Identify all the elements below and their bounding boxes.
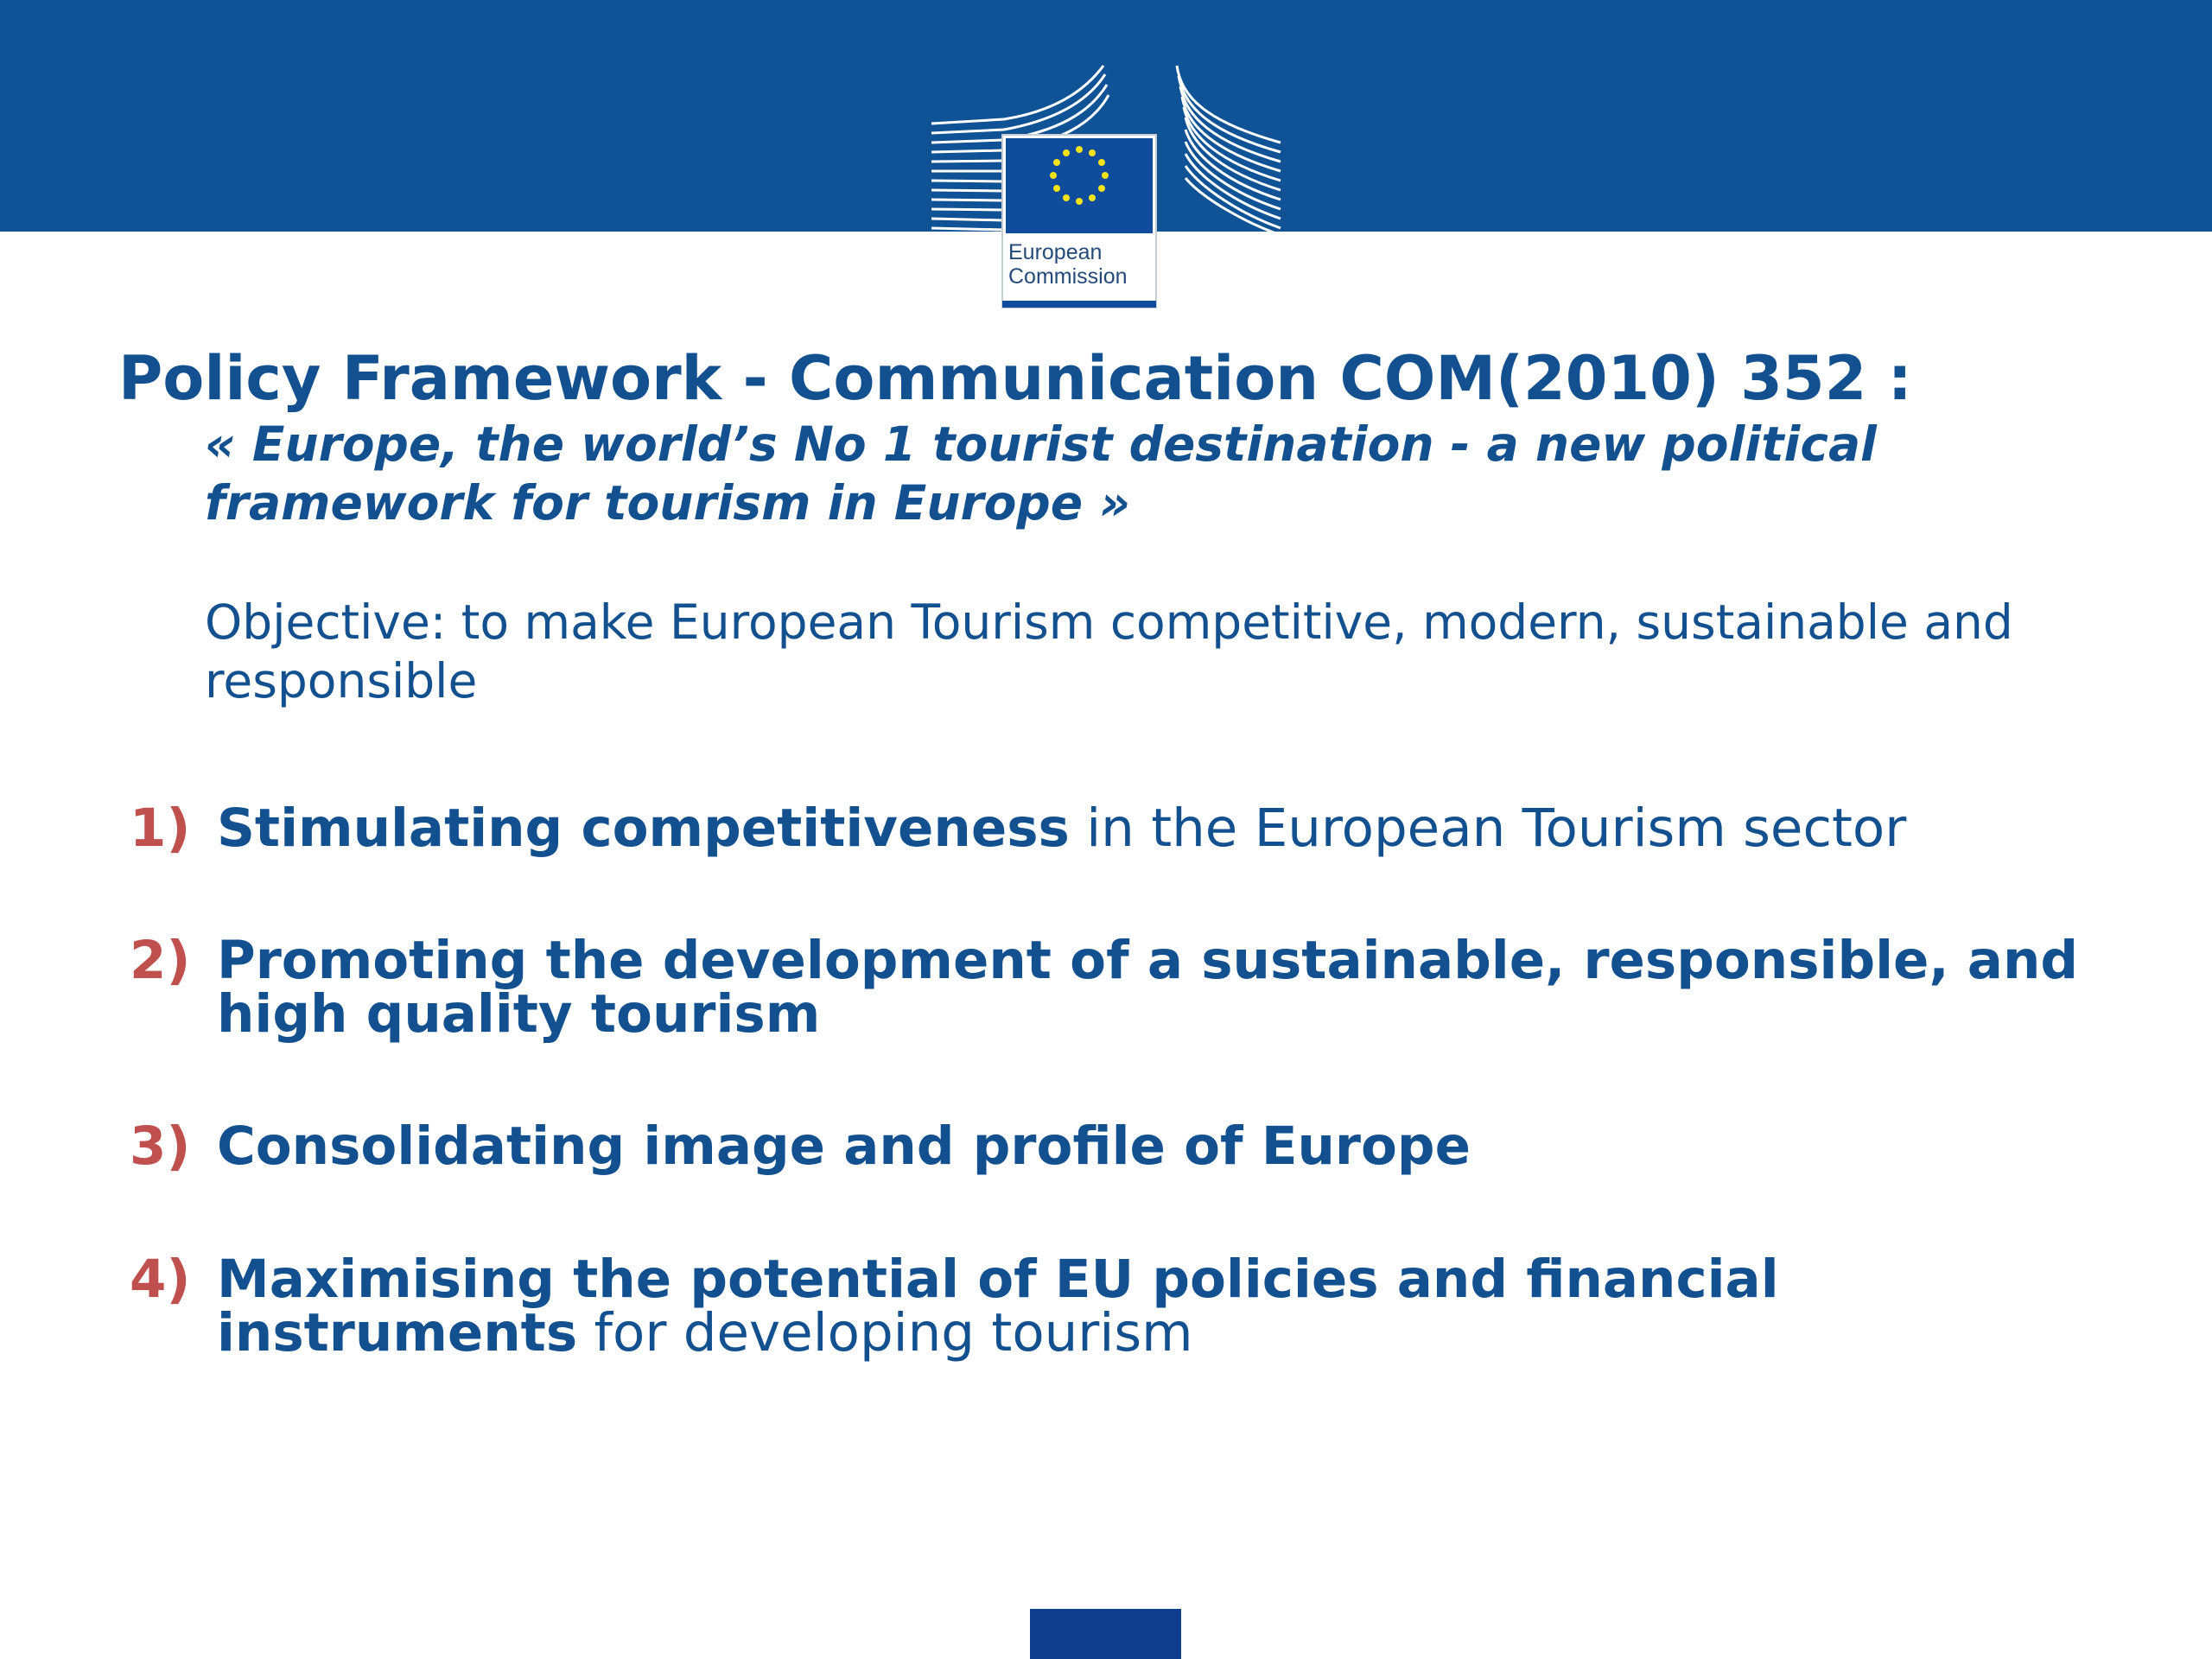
list-item (130, 798, 2082, 859)
list-item (130, 930, 2082, 1045)
item-number: 2) (130, 930, 191, 991)
list-item (130, 1116, 2082, 1177)
item-text (217, 1116, 2082, 1177)
list-item (130, 1249, 2082, 1363)
item-number: 4) (130, 1249, 191, 1310)
item-text (217, 798, 2082, 859)
item-number: 1) (130, 798, 191, 859)
logo-line-1: European (1008, 240, 1103, 264)
item-bold-text: Promoting the development of a sustainable, responsible, and high quality tourism (217, 930, 2079, 1045)
item-rest-text: in the European Tourism sector (1069, 798, 1907, 859)
slide-subtitle: « Europe, the world’s No 1 tourist destination - a new political framework for tourism in Europe » (205, 416, 1877, 531)
item-bold-text: Maximising the potential of EU policies and financial instruments (217, 1249, 1779, 1363)
item-bold-text: Stimulating competitiveness (217, 798, 1070, 859)
item-number: 3) (130, 1116, 191, 1177)
objective-text: Objective: to make European Tourism competitive, modern, sustainable and responsible (205, 594, 2013, 709)
item-rest-text: for developing tourism (577, 1302, 1193, 1363)
item-bold-text: Consolidating image and profile of Europe (217, 1116, 1471, 1177)
logo-line-2: Commission (1008, 264, 1128, 289)
item-text (217, 930, 2082, 1045)
item-text (217, 1249, 2082, 1363)
logo-label (1008, 240, 1128, 289)
bottom-tab (1030, 1609, 1181, 1659)
slide-title: Policy Framework - Communication COM(2010) 352 : (118, 343, 1912, 414)
